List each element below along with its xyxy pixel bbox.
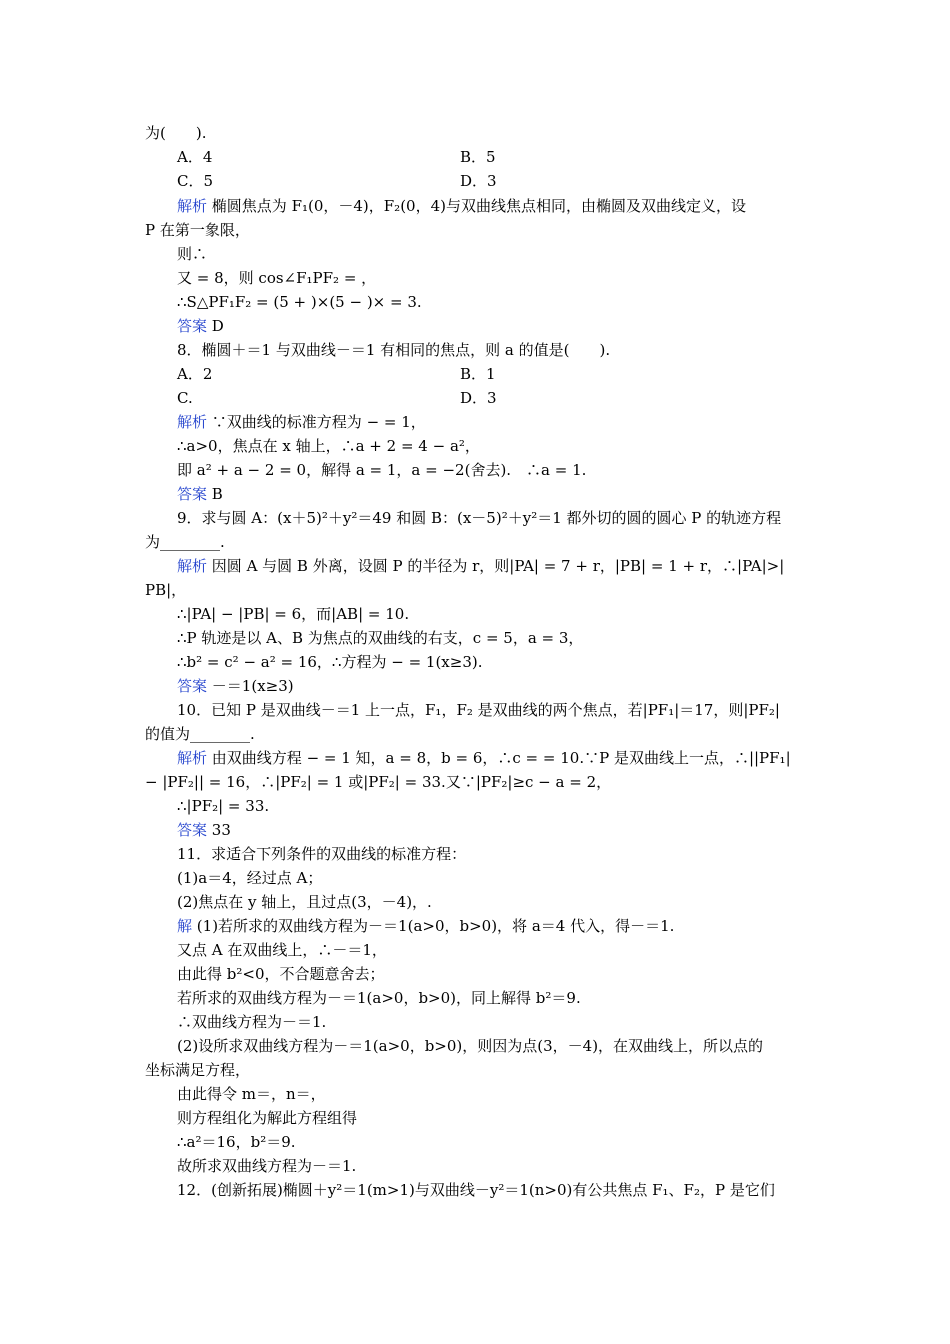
text-line: 即 a² + a − 2 = 0，解得 a = 1，a = −2(舍去). ∴a = 1. <box>177 461 587 479</box>
analysis-line <box>177 556 784 576</box>
text-line: P 在第一象限， <box>145 221 250 239</box>
text-line: 则∴ <box>177 245 208 263</box>
text-line: 故所求双曲线方程为－＝1. <box>177 1157 357 1175</box>
option-d: D．3 <box>460 172 497 190</box>
text-line: ∴P 轨迹是以 A、B 为焦点的双曲线的右支，c = 5，a = 3， <box>177 629 584 647</box>
text-line: ∴b² = c² − a² = 16，∴方程为 − = 1(x≥3). <box>177 653 483 671</box>
text-segment: (1)若所求的双曲线方程为－＝1(a>0，b>0)，将 a＝4 代入，得－＝1. <box>196 917 675 935</box>
answer-value: B <box>211 485 223 503</box>
answer-value: 33 <box>211 821 231 839</box>
answer-line <box>177 316 224 336</box>
text-line: 为________. <box>145 533 225 551</box>
solution-label: 解 <box>177 917 193 935</box>
text-line: ∴a²＝16，b²＝9. <box>177 1133 296 1151</box>
text-segment: 因圆 A 与圆 B 外离，设圆 P 的半径为 r，则|PA| = 7 + r，|PB| = 1 + r，∴|PA|>| <box>211 557 785 575</box>
text-segment: 由双曲线方程 − = 1 知，a = 8，b = 6，∴c = = 10.∵P 是双曲线上一点，∴||PF₁| <box>211 749 791 767</box>
answer-label: 答案 <box>177 485 208 503</box>
question-12: 12．(创新拓展)椭圆＋y²＝1(m>1)与双曲线－y²＝1(n>0)有公共焦点 F₁、F₂，P 是它们 <box>177 1181 775 1199</box>
text-line: (1)a＝4，经过点 A； <box>177 869 323 887</box>
text-line: 由此得令 m＝，n＝， <box>177 1085 326 1103</box>
text-line: 坐标满足方程， <box>145 1061 251 1079</box>
answer-line <box>177 820 231 840</box>
answer-label: 答案 <box>177 317 208 335</box>
option-d: D．3 <box>460 389 497 407</box>
answer-value: －＝1(x≥3) <box>211 677 294 695</box>
analysis-line <box>177 748 791 768</box>
solution-line <box>177 916 674 936</box>
analysis-label: 解析 <box>177 413 208 431</box>
text-line: ∴|PA| − |PB| = 6，而|AB| = 10. <box>177 605 410 623</box>
option-a: A．2 <box>177 365 213 383</box>
text-line: 的值为________. <box>145 725 255 743</box>
question-10: 10．已知 P 是双曲线－＝1 上一点，F₁，F₂ 是双曲线的两个焦点，若|PF₁|＝17，则|PF₂| <box>177 701 780 719</box>
option-b: B．1 <box>460 365 496 383</box>
option-a: A．4 <box>177 148 213 166</box>
text-line: − |PF₂|| = 16，∴|PF₂| = 1 或|PF₂| = 33.又∵|PF₂|≥c − a = 2， <box>145 773 612 791</box>
text-line: ∴|PF₂| = 33. <box>177 797 270 815</box>
text-line: 为( ). <box>145 124 207 142</box>
analysis-label: 解析 <box>177 557 208 575</box>
analysis-label: 解析 <box>177 749 208 767</box>
text-line: PB|， <box>145 581 187 599</box>
text-line: ∴a>0，焦点在 x 轴上，∴a + 2 = 4 − a²， <box>177 437 480 455</box>
text-line: (2)焦点在 y 轴上，且过点(3，－4)，. <box>177 893 432 911</box>
option-c: C. <box>177 389 193 407</box>
text-line: 又 = 8，则 cos∠F₁PF₂ = ， <box>177 269 377 287</box>
answer-line <box>177 484 223 504</box>
answer-label: 答案 <box>177 677 208 695</box>
question-8: 8．椭圆＋＝1 与双曲线－＝1 有相同的焦点，则 a 的值是( ). <box>177 341 611 359</box>
text-line: 若所求的双曲线方程为－＝1(a>0，b>0)，同上解得 b²＝9. <box>177 989 581 1007</box>
text-line: 又点 A 在双曲线上，∴－＝1， <box>177 941 387 959</box>
text-segment: ∵双曲线的标准方程为 − = 1， <box>211 413 426 431</box>
analysis-line <box>177 412 426 432</box>
text-line: ∴S△PF₁F₂ = (5 + )×(5 − )× = 3. <box>177 293 422 311</box>
analysis-label: 解析 <box>177 197 208 215</box>
text-line: 由此得 b²<0，不合题意舍去； <box>177 965 385 983</box>
text-segment: 椭圆焦点为 F₁(0，－4)，F₂(0，4)与双曲线焦点相同，由椭圆及双曲线定义，设 <box>211 197 746 215</box>
option-c: C．5 <box>177 172 214 190</box>
option-b: B．5 <box>460 148 496 166</box>
answer-value: D <box>211 317 224 335</box>
question-11: 11．求适合下列条件的双曲线的标准方程： <box>177 845 467 863</box>
answer-line <box>177 676 294 696</box>
answer-label: 答案 <box>177 821 208 839</box>
question-9: 9．求与圆 A：(x＋5)²＋y²＝49 和圆 B：(x－5)²＋y²＝1 都外切的圆的圆心 P 的轨迹方程 <box>177 509 782 527</box>
text-line: 则方程组化为解此方程组得 <box>177 1109 358 1127</box>
text-line: ∴双曲线方程为－＝1. <box>177 1013 327 1031</box>
analysis-line <box>177 196 746 216</box>
text-line: (2)设所求双曲线方程为－＝1(a>0，b>0)，则因为点(3，－4)，在双曲线上，所以点的 <box>177 1037 764 1055</box>
